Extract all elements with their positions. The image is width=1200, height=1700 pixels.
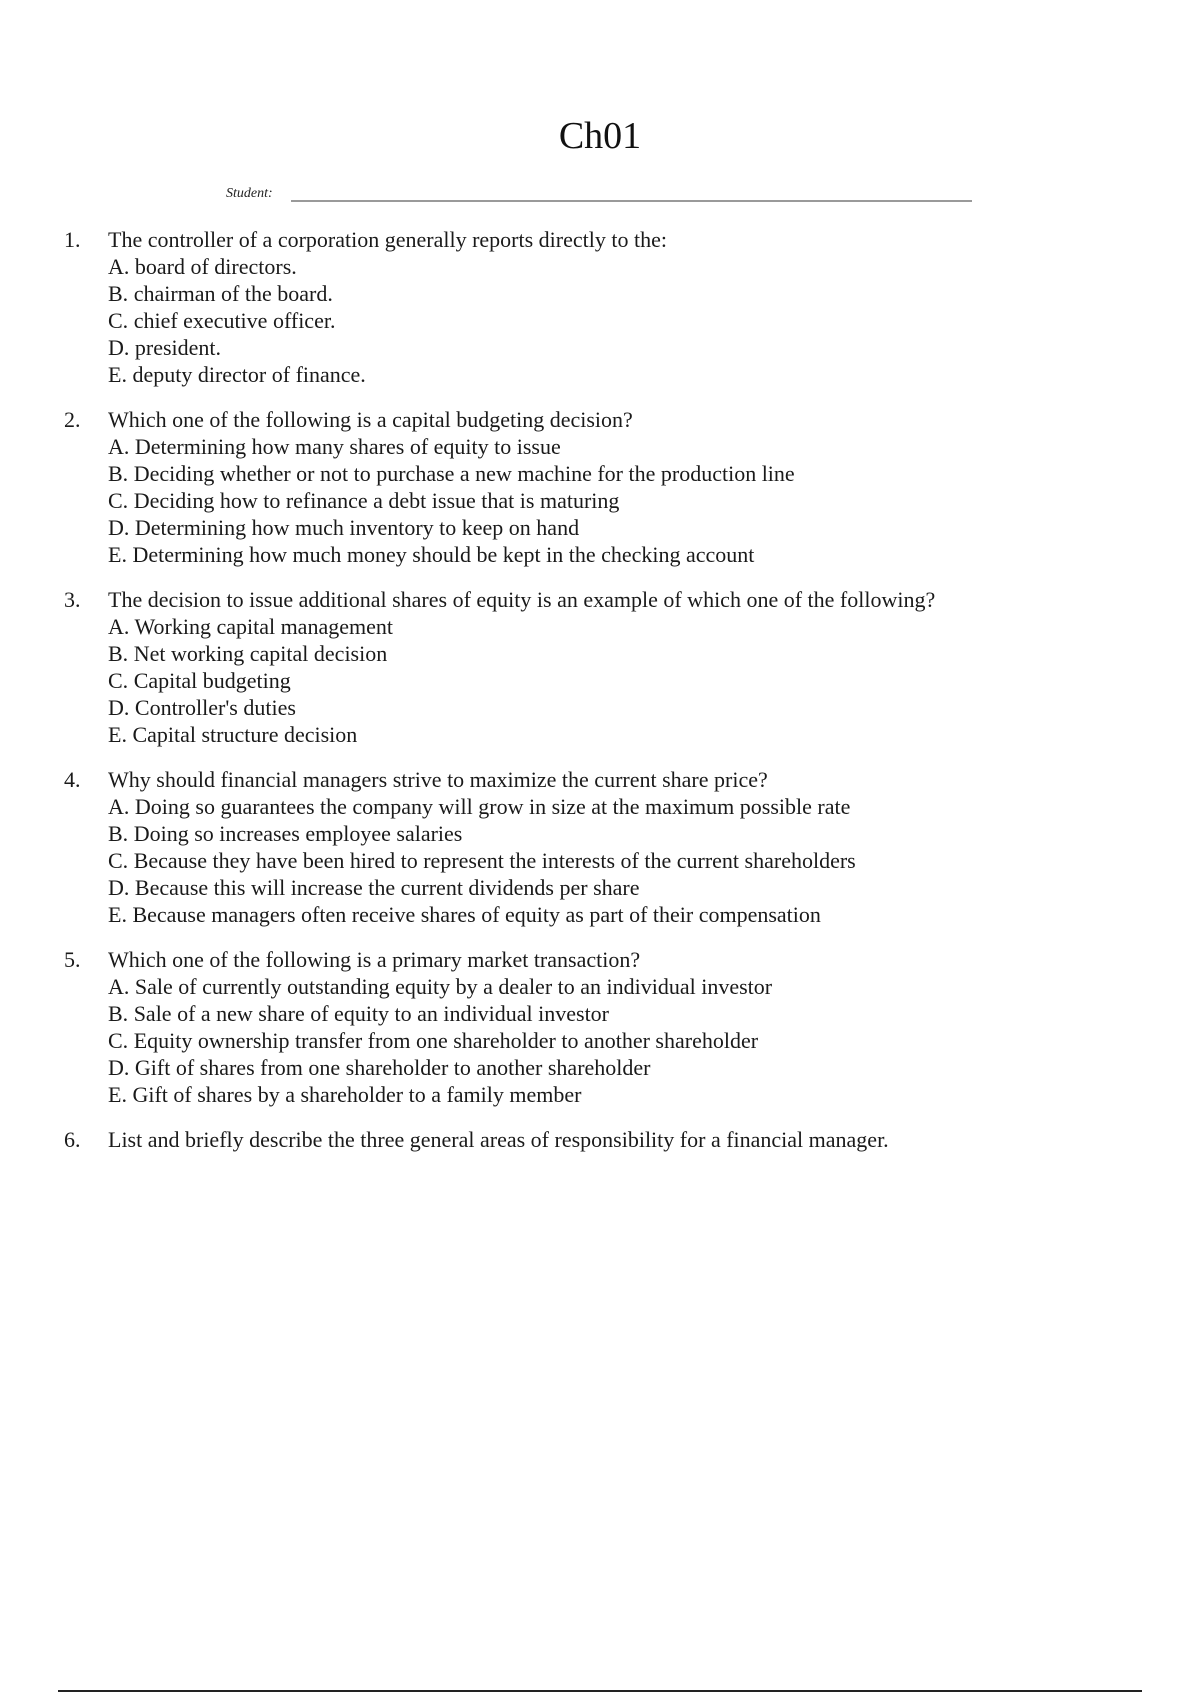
option-letter: A. <box>108 434 130 459</box>
option-text: Because this will increase the current dividends per share <box>134 875 640 900</box>
answer-option[interactable] <box>108 694 1164 721</box>
option-text: Because they have been hired to represent the interests of the current shareholders <box>133 848 856 873</box>
option-letter: E. <box>108 542 127 567</box>
footer-rule <box>58 1690 1142 1692</box>
option-letter: D. <box>108 515 130 540</box>
answer-option[interactable] <box>108 1054 1164 1081</box>
option-letter: B. <box>108 821 129 846</box>
question-number: 3. <box>64 587 81 612</box>
answer-option[interactable] <box>108 874 1164 901</box>
option-letter: A. <box>108 794 130 819</box>
option-letter: B. <box>108 1001 129 1026</box>
option-text: chief executive officer. <box>133 308 336 333</box>
option-text: Capital structure decision <box>132 722 358 747</box>
option-text: Sale of currently outstanding equity by a dealer to an individual investor <box>134 974 773 999</box>
question-number: 4. <box>64 767 81 792</box>
answer-option[interactable] <box>108 307 1164 334</box>
question-stem <box>64 406 1164 433</box>
option-text: Sale of a new share of equity to an individual investor <box>133 1001 610 1026</box>
option-text: Equity ownership transfer from one shareholder to another shareholder <box>133 1028 759 1053</box>
student-name-row <box>226 184 972 206</box>
question-5 <box>64 946 1164 1108</box>
student-name-line[interactable] <box>291 200 972 202</box>
answer-option[interactable] <box>108 487 1164 514</box>
answer-option[interactable] <box>108 1081 1164 1108</box>
option-letter: C. <box>108 848 129 873</box>
question-number: 6. <box>64 1127 81 1152</box>
question-6 <box>64 1126 1164 1153</box>
answer-option[interactable] <box>108 847 1164 874</box>
answer-option[interactable] <box>108 541 1164 568</box>
question-3 <box>64 586 1164 748</box>
option-letter: D. <box>108 875 130 900</box>
question-text: List and briefly describe the three general areas of responsibility for a financial manager. <box>108 1127 889 1152</box>
option-text: Capital budgeting <box>133 668 291 693</box>
answer-option[interactable] <box>108 973 1164 1000</box>
option-letter: C. <box>108 488 129 513</box>
question-2 <box>64 406 1164 568</box>
option-letter: E. <box>108 1082 127 1107</box>
answer-option[interactable] <box>108 613 1164 640</box>
option-text: Determining how much inventory to keep on hand <box>134 515 580 540</box>
answer-option[interactable] <box>108 514 1164 541</box>
option-letter: E. <box>108 902 127 927</box>
question-number: 5. <box>64 947 81 972</box>
question-1 <box>64 226 1164 388</box>
answer-options <box>64 793 1164 928</box>
option-text: Gift of shares from one shareholder to another shareholder <box>134 1055 651 1080</box>
answer-option[interactable] <box>108 1027 1164 1054</box>
question-text: The decision to issue additional shares of equity is an example of which one of the following? <box>108 587 936 612</box>
answer-option[interactable] <box>108 361 1164 388</box>
answer-option[interactable] <box>108 721 1164 748</box>
question-text: Why should financial managers strive to maximize the current share price? <box>108 767 768 792</box>
option-text: Deciding how to refinance a debt issue that is maturing <box>133 488 620 513</box>
question-stem <box>64 1126 1164 1153</box>
student-label: Student: <box>226 186 273 201</box>
question-number: 1. <box>64 227 81 252</box>
answer-options <box>64 613 1164 748</box>
option-letter: A. <box>108 974 130 999</box>
answer-option[interactable] <box>108 1000 1164 1027</box>
answer-option[interactable] <box>108 820 1164 847</box>
option-text: Deciding whether or not to purchase a new machine for the production line <box>133 461 795 486</box>
option-text: board of directors. <box>134 254 297 279</box>
option-text: Working capital management <box>134 614 393 639</box>
option-text: deputy director of finance. <box>132 362 366 387</box>
option-text: Determining how much money should be kept in the checking account <box>132 542 755 567</box>
option-text: Gift of shares by a shareholder to a family member <box>132 1082 582 1107</box>
option-letter: C. <box>108 668 129 693</box>
question-text: The controller of a corporation generally reports directly to the: <box>108 227 667 252</box>
option-letter: C. <box>108 1028 129 1053</box>
question-text: Which one of the following is a primary market transaction? <box>108 947 641 972</box>
option-letter: E. <box>108 362 127 387</box>
option-letter: A. <box>108 254 130 279</box>
answer-options <box>64 433 1164 568</box>
question-stem <box>64 586 1164 613</box>
answer-option[interactable] <box>108 253 1164 280</box>
option-letter: D. <box>108 695 130 720</box>
option-letter: E. <box>108 722 127 747</box>
option-letter: D. <box>108 335 130 360</box>
question-text: Which one of the following is a capital budgeting decision? <box>108 407 633 432</box>
question-4 <box>64 766 1164 928</box>
option-letter: A. <box>108 614 130 639</box>
answer-options <box>64 973 1164 1108</box>
option-text: Determining how many shares of equity to issue <box>134 434 561 459</box>
question-stem <box>64 226 1164 253</box>
answer-option[interactable] <box>108 280 1164 307</box>
option-text: Because managers often receive shares of equity as part of their compensation <box>132 902 821 927</box>
option-text: Controller's duties <box>134 695 296 720</box>
question-stem <box>64 946 1164 973</box>
option-letter: B. <box>108 281 129 306</box>
question-list <box>64 226 1164 1171</box>
option-letter: B. <box>108 461 129 486</box>
answer-option[interactable] <box>108 793 1164 820</box>
answer-option[interactable] <box>108 433 1164 460</box>
answer-option[interactable] <box>108 901 1164 928</box>
answer-option[interactable] <box>108 640 1164 667</box>
question-stem <box>64 766 1164 793</box>
option-letter: B. <box>108 641 129 666</box>
option-letter: C. <box>108 308 129 333</box>
answer-option[interactable] <box>108 460 1164 487</box>
answer-option[interactable] <box>108 667 1164 694</box>
answer-options <box>64 253 1164 388</box>
option-text: Net working capital decision <box>133 641 388 666</box>
document-title: Ch01 <box>558 115 642 157</box>
answer-option[interactable] <box>108 334 1164 361</box>
option-text: chairman of the board. <box>133 281 333 306</box>
option-letter: D. <box>108 1055 130 1080</box>
option-text: Doing so increases employee salaries <box>133 821 463 846</box>
question-number: 2. <box>64 407 81 432</box>
option-text: Doing so guarantees the company will grow in size at the maximum possible rate <box>134 794 851 819</box>
option-text: president. <box>134 335 222 360</box>
